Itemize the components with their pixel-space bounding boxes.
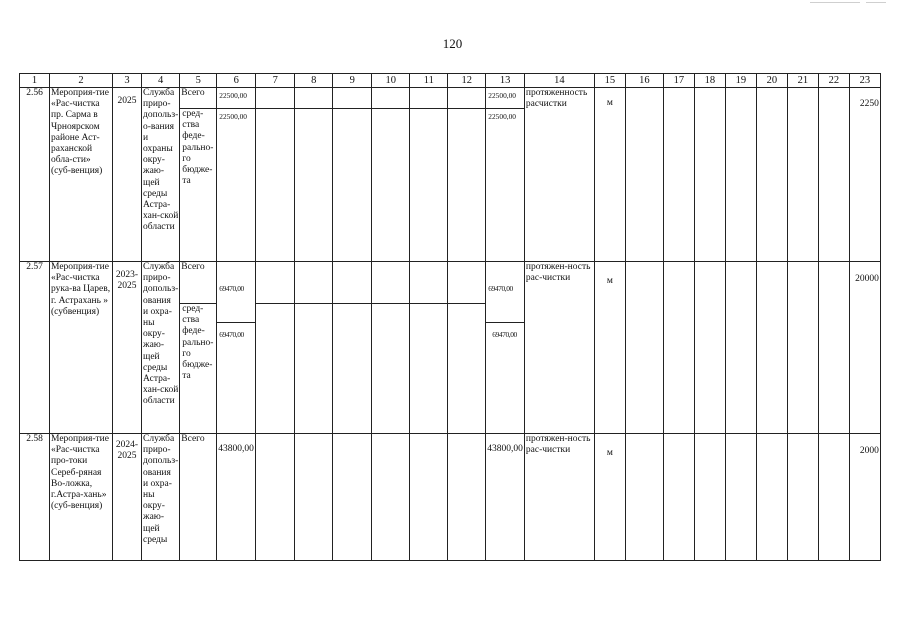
col13-total: 69470,00 <box>488 284 513 293</box>
executor: Служба приро-допольз-ования и охра-ны окру-жаю-щей среды <box>142 434 180 561</box>
empty-cell <box>818 88 849 262</box>
col6-source: 22500,00 <box>219 112 247 121</box>
empty-cell <box>256 88 295 262</box>
col-header: 3 <box>113 74 142 88</box>
col-header: 17 <box>663 74 694 88</box>
col13-cell <box>486 262 525 434</box>
empty-cell <box>448 262 486 434</box>
col-header: 7 <box>256 74 295 88</box>
executor: Служба приро-допольз-о-вания и охраны окру-жаю-щей среды Астра-хан-ской области <box>142 88 180 262</box>
col-header: 1 <box>20 74 50 88</box>
col13-cell <box>486 88 525 262</box>
empty-cell <box>756 88 787 262</box>
table-row <box>20 434 881 561</box>
empty-cell <box>756 262 787 434</box>
measure-title: Мероприя-тие «Рас-чистка пр. Сарма в Чрноярском районе Аст-раханской обла-сти» (суб-венция) <box>50 88 113 262</box>
empty-cell <box>333 262 372 434</box>
measures-table <box>19 73 881 561</box>
empty-cell <box>372 262 410 434</box>
funding-total-label: Всего <box>181 88 205 98</box>
row-id: 2.57 <box>20 262 50 434</box>
funding-cell <box>180 262 217 434</box>
empty-cell <box>694 88 725 262</box>
row-id: 2.56 <box>20 88 50 262</box>
indicator: протяжен-ность рас-чистки <box>524 262 594 434</box>
empty-cell <box>410 434 448 561</box>
empty-cell <box>625 262 663 434</box>
empty-cell <box>295 88 333 262</box>
col-header: 8 <box>295 74 333 88</box>
col13-source: 69470,00 <box>492 330 517 339</box>
col-header: 19 <box>725 74 756 88</box>
col-header: 2 <box>50 74 113 88</box>
empty-cell <box>663 262 694 434</box>
empty-cell <box>725 88 756 262</box>
empty-cell <box>256 262 295 434</box>
col-header: 14 <box>524 74 594 88</box>
empty-cell <box>333 88 372 262</box>
funding-cell <box>180 88 217 262</box>
period: 2023-2025 <box>113 262 142 434</box>
page-number: 120 <box>442 36 463 51</box>
col13-total: 22500,00 <box>488 91 516 100</box>
unit: м <box>594 262 625 434</box>
top-rule-1 <box>810 2 860 3</box>
col-header: 9 <box>333 74 372 88</box>
empty-cell <box>333 434 372 561</box>
indicator: протяженность расчистки <box>524 88 594 262</box>
empty-cell <box>818 262 849 434</box>
empty-cell <box>372 88 410 262</box>
indicator: протяжен-ность рас-чистки <box>524 434 594 561</box>
col6-total: 43800,00 <box>217 434 256 561</box>
empty-cell <box>410 262 448 434</box>
row-id: 2.58 <box>20 434 50 561</box>
empty-cell <box>663 434 694 561</box>
table-row <box>20 88 881 262</box>
col-header: 18 <box>694 74 725 88</box>
col-header: 15 <box>594 74 625 88</box>
col-header: 20 <box>756 74 787 88</box>
executor: Служба приро-допольз-ования и охра-ны окру-жаю-щей среды Астра-хан-ской области <box>142 262 180 434</box>
col-header: 11 <box>410 74 448 88</box>
empty-cell <box>295 434 333 561</box>
empty-cell <box>448 88 486 262</box>
empty-cell <box>295 262 333 434</box>
empty-cell <box>818 434 849 561</box>
funding-source-label: сред-ства феде-рально-го бюдже-та <box>182 109 214 187</box>
col-header: 6 <box>217 74 256 88</box>
funding-total-label: Всего <box>180 434 217 561</box>
empty-cell <box>787 262 818 434</box>
empty-cell <box>625 88 663 262</box>
col13-source: 22500,00 <box>488 112 516 121</box>
period: 2024-2025 <box>113 434 142 561</box>
col6-total: 69470,00 <box>219 284 244 293</box>
col6-total: 22500,00 <box>219 91 247 100</box>
column-numbers-row <box>20 74 881 88</box>
empty-cell <box>448 434 486 561</box>
col-header: 16 <box>625 74 663 88</box>
empty-cell <box>625 434 663 561</box>
table-row <box>20 262 881 434</box>
funding-total-label: Всего <box>181 262 205 272</box>
empty-cell <box>725 434 756 561</box>
col-header: 5 <box>180 74 217 88</box>
col-header: 12 <box>448 74 486 88</box>
empty-cell <box>663 88 694 262</box>
col23-value: 2250 <box>849 88 880 262</box>
empty-cell <box>725 262 756 434</box>
measure-title: Мероприя-тие «Рас-чистка рука-ва Царев, г. Астрахань » (субвенция) <box>50 262 113 434</box>
measure-title: Мероприя-тие «Рас-чистка про-токи Сереб-ряная Во-ложка, г.Астра-хань» (суб-венция) <box>50 434 113 561</box>
col-header: 10 <box>372 74 410 88</box>
col23-value: 2000 <box>849 434 880 561</box>
empty-cell <box>694 262 725 434</box>
top-rule-2 <box>866 2 886 3</box>
col6-cell <box>217 262 256 434</box>
empty-cell <box>256 434 295 561</box>
col-header: 4 <box>142 74 180 88</box>
funding-source-label: сред-ства феде-рально-го бюдже-та <box>182 304 214 382</box>
period: 2025 <box>113 88 142 262</box>
col6-cell <box>217 88 256 262</box>
col23-value: 20000 <box>849 262 880 434</box>
col6-source: 69470,00 <box>219 330 244 339</box>
empty-cell <box>410 88 448 262</box>
empty-cell <box>756 434 787 561</box>
col-header: 22 <box>818 74 849 88</box>
empty-cell <box>787 434 818 561</box>
empty-cell <box>787 88 818 262</box>
col-header: 23 <box>849 74 880 88</box>
col-header: 21 <box>787 74 818 88</box>
unit: м <box>594 88 625 262</box>
unit: м <box>594 434 625 561</box>
col13-total: 43800,00 <box>486 434 525 561</box>
col-header: 13 <box>486 74 525 88</box>
empty-cell <box>372 434 410 561</box>
empty-cell <box>694 434 725 561</box>
